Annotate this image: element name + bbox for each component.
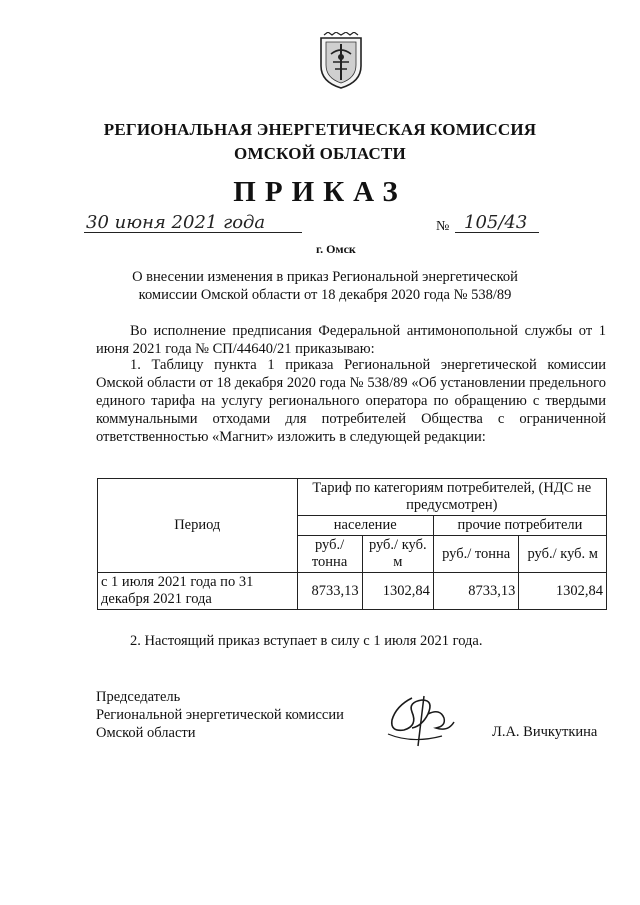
subject-line2: комиссии Омской области от 18 декабря 2020 года № 538/89 bbox=[138, 287, 512, 303]
handwritten-number: 105/43 bbox=[464, 212, 528, 233]
tariff-header-cell: Тариф по категориям потребителей, (НДС не предусмотрен) bbox=[297, 479, 606, 516]
number-underline bbox=[455, 232, 539, 233]
handwritten-signature bbox=[382, 688, 462, 754]
number-sign: № bbox=[436, 219, 450, 234]
coat-of-arms-icon bbox=[318, 32, 364, 90]
unit-cell: руб./ куб. м bbox=[519, 536, 607, 573]
preamble-paragraph: Во исполнение предписания Федеральной антимонопольной службы от 1 июня 2021 года № СП/44640/21 приказываю: bbox=[96, 323, 606, 357]
value-cell: 8733,13 bbox=[433, 573, 519, 610]
period-header-cell: Период bbox=[98, 479, 298, 573]
unit-cell: руб./ тонна bbox=[433, 536, 519, 573]
table-row bbox=[98, 573, 607, 610]
tariff-table bbox=[97, 478, 607, 610]
unit-cell: руб./ куб. м bbox=[362, 536, 433, 573]
unit-cell: руб./ тонна bbox=[297, 536, 362, 573]
subject-line1: О внесении изменения в приказ Региональной энергетической bbox=[132, 269, 518, 285]
signatory-position bbox=[96, 688, 344, 742]
organization-name-line1: РЕГИОНАЛЬНАЯ ЭНЕРГЕТИЧЕСКАЯ КОМИССИЯ bbox=[103, 120, 537, 139]
position-line1: Председатель bbox=[96, 689, 181, 705]
organization-name-line2: ОМСКОЙ ОБЛАСТИ bbox=[234, 144, 406, 163]
item2-paragraph: 2. Настоящий приказ вступает в силу с 1 июля 2021 года. bbox=[130, 633, 483, 649]
position-line3: Омской области bbox=[96, 725, 196, 741]
table-header-row bbox=[98, 479, 607, 516]
other-consumers-group-cell: прочие потребители bbox=[433, 516, 606, 536]
value-cell: 8733,13 bbox=[297, 573, 362, 610]
order-subject bbox=[60, 268, 590, 304]
item1-paragraph: 1. Таблицу пункта 1 приказа Региональной энергетической комиссии Омской области от 18 декабря 2020 года № 538/89 «Об установлении предельного единого тарифа на услугу регионального оператора по обращению с твердыми коммунальными отходами для потребителей Общества с ограниченной ответственностью «Магнит» изложить в следующей редакции: bbox=[96, 357, 606, 445]
date-underline bbox=[84, 232, 302, 233]
position-line2: Региональной энергетической комиссии bbox=[96, 707, 344, 723]
population-group-cell: население bbox=[297, 516, 433, 536]
value-cell: 1302,84 bbox=[362, 573, 433, 610]
value-cell: 1302,84 bbox=[519, 573, 607, 610]
signatory-name: Л.А. Вичкуткина bbox=[492, 724, 598, 740]
period-cell: с 1 июля 2021 года по 31 декабря 2021 года bbox=[98, 573, 298, 610]
handwritten-date: 30 июня 2021 года bbox=[86, 212, 266, 233]
document-title: ПРИКАЗ bbox=[233, 176, 407, 208]
city-label: г. Омск bbox=[316, 242, 356, 256]
